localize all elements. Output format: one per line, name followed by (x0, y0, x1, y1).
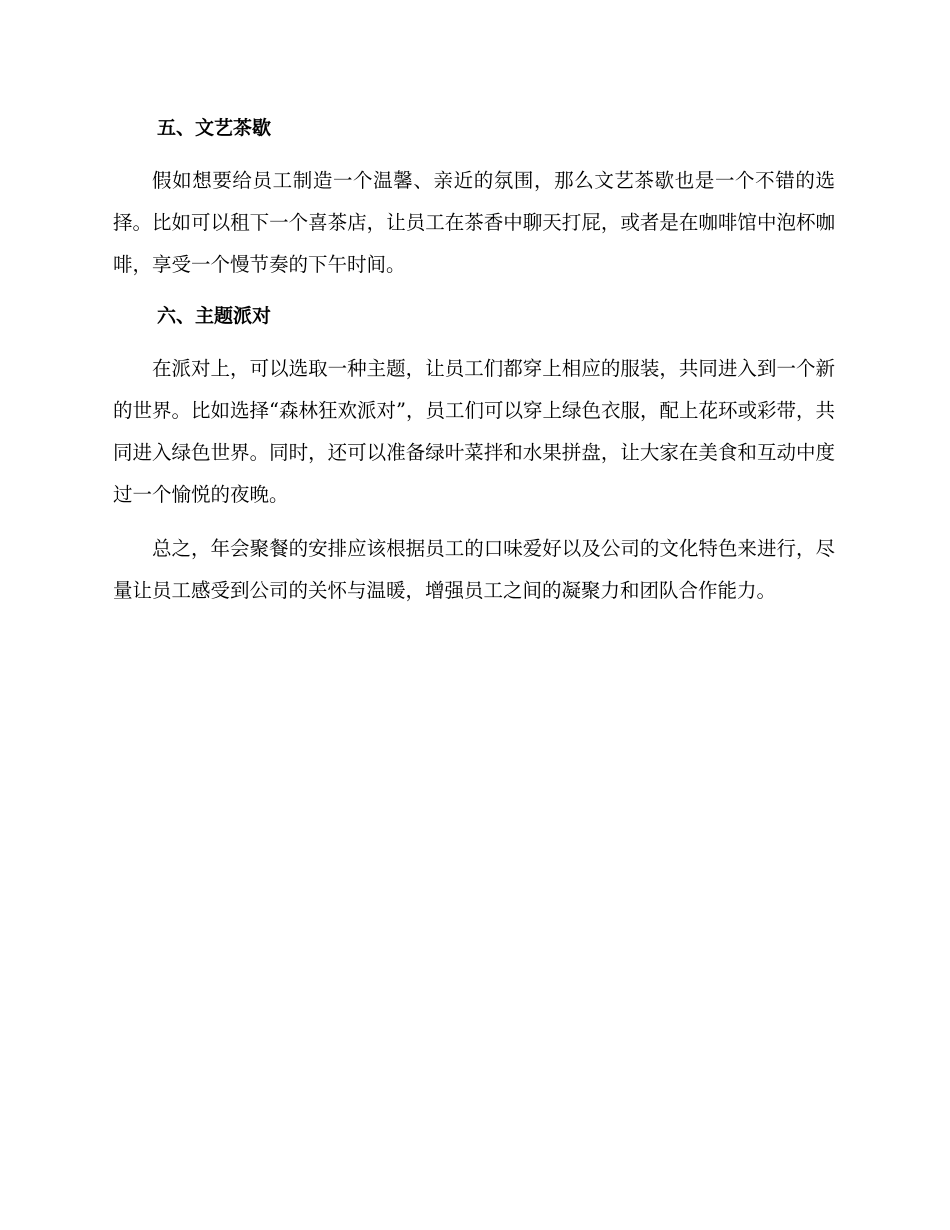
section-heading-zhuti-paidui: 六、主题派对 (157, 305, 272, 327)
section-paragraph-zhuti-paidui: 在派对上，可以选取一种主题，让员工们都穿上相应的服装，共同进入到一个新的世界。比如选择“森林狂欢派对”，员工们可以穿上绿色衣服，配上花环或彩带，共同进入绿色世界。同时，还可以准备绿叶菜拌和水果拼盘，让大家在美食和互动中度过一个愉悦的夜晚。 (113, 357, 835, 506)
document-page (113, 108, 835, 612)
conclusion-paragraph: 总之，年会聚餐的安排应该根据员工的口味爱好以及公司的文化特色来进行，尽量让员工感受到公司的关怀与温暖，增强员工之间的凝聚力和团队合作能力。 (113, 537, 835, 602)
section-heading-wenyi-chaxie: 五、文艺茶歇 (157, 117, 272, 139)
section-paragraph-wenyi-chaxie: 假如想要给员工制造一个温馨、亲近的氛围，那么文艺茶歇也是一个不错的选择。比如可以租下一个喜茶店，让员工在茶香中聊天打屁，或者是在咖啡馆中泡杯咖啡，享受一个慢节奏的下午时间。 (113, 169, 835, 276)
